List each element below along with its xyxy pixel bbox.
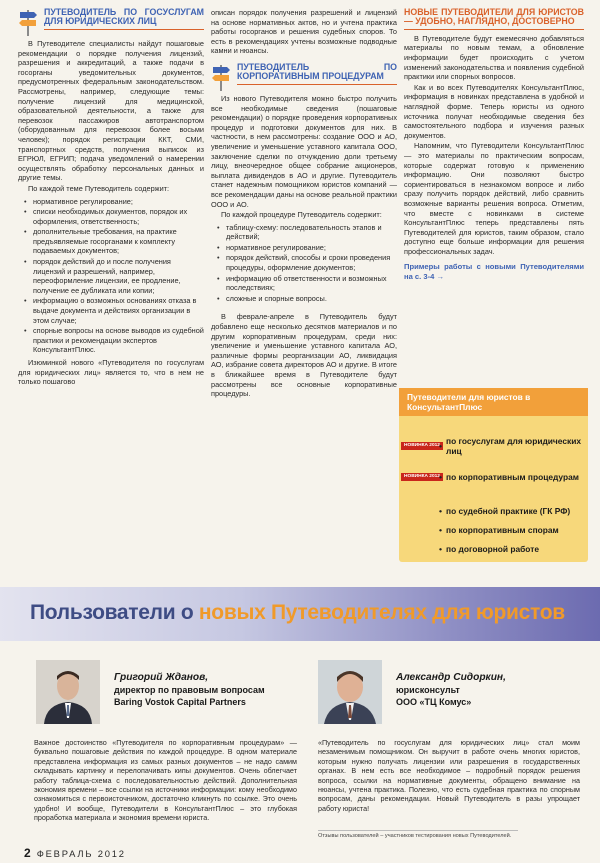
examples-link[interactable]	[404, 262, 584, 281]
guide-item	[399, 544, 588, 554]
footnote: Отзывы пользователей – участников тестирования новых Путеводителей.	[318, 830, 518, 839]
guide-item-label: по госуслугам для юридических лиц	[446, 436, 581, 456]
avatar	[36, 660, 100, 724]
guide-item	[399, 436, 588, 456]
guide-item-label: по корпоративным процедурам	[446, 472, 579, 482]
list-item: • дополнительные требования, на практике предъявляемые госорганами к комплекту подаваемых документов;	[18, 227, 204, 256]
person-company: ООО «ТЦ Комус»	[396, 697, 472, 707]
banner-title-part2: новых Путеводителях для юристов	[198, 601, 565, 624]
examples-link-text: Примеры работы с новыми Путеводителями на с. 3-4	[404, 262, 584, 282]
list-item: • списки необходимых документов, порядок их оформления, ответственность;	[18, 207, 204, 226]
bullet-icon: •	[439, 544, 443, 554]
avatar	[318, 660, 382, 724]
issue-date: ФЕВРАЛЬ 2012	[36, 848, 126, 859]
new-badge: НОВИНКА 2012	[401, 473, 443, 481]
person-role: юрисконсульт	[396, 685, 460, 695]
guide-item	[399, 472, 588, 482]
guide-item-label: по договорной работе	[446, 544, 539, 554]
guide-item-label: по корпоративным спорам	[446, 525, 559, 535]
list-item: • порядок действий, способы и сроки проведения процедуры, оформление документов;	[211, 253, 397, 272]
list-item: • информацию об ответственности и возможных последствиях;	[211, 274, 397, 293]
paragraph: По каждой процедуре Путеводитель содержит:	[221, 210, 382, 220]
signpost-icon	[211, 63, 231, 91]
guides-box	[399, 388, 588, 562]
guide-item	[399, 525, 588, 535]
paragraph: Из нового Путеводителя можно быстро получить все необходимые сведения (пошаговые рекомендации) о порядке проведения корпоративных процедур и подготовки документов для них. В частности, в нем рассмотрены: создание ООО и АО, увеличение и уменьшение уставного капитала ООО, заключение сделки по отчуждению доли третьему лицу, внеочередное общее собрание акционеров, выплата дивидендов в АО и другие. Путеводитель станет надежным помощником юристов компаний — все рекомендации даны на основе реальной практики ООО и АО.	[211, 93, 397, 209]
new-badge: НОВИНКА 2012	[401, 442, 443, 450]
list-item: • спорные вопросы на основе выводов из судебной практики и рекомендации экспертов КонсультантПлюс.	[18, 326, 204, 355]
review-quote: «Путеводитель по госуслугам для юридических лиц» стал моим незаменимым помощником. Он выручит в работе очень многих юристов, которым нужно получать лицензии или разрешения в государственных органах. В нем есть все необходимое – подробный порядок решения вопроса, ссылки на нормативные документы, обращено внимание на нюансы, учтена практика. Полезно, что есть судебная практика по спорным вопросам, даны рекомендации. Новый Путеводитель в разы упрощает работу юриста!	[318, 738, 580, 813]
person-name: Александр Сидоркин,	[396, 672, 506, 683]
paragraph: Изюминкой нового «Путеводителя по госуслугам для юридических лиц» является то, что в нем не только пошагово	[18, 358, 204, 387]
guides-box-title: Путеводители для юристов в КонсультантПлюс	[399, 388, 588, 416]
bullet-icon: •	[439, 472, 443, 482]
person-name: Григорий Жданов,	[114, 672, 209, 683]
bullet-list	[211, 223, 397, 304]
page-number: 2	[24, 846, 31, 860]
signpost-icon	[18, 8, 38, 36]
person-company: Baring Vostok Capital Partners	[114, 697, 246, 707]
page-footer	[24, 846, 126, 860]
review-quote: Важное достоинство «Путеводителя по корпоративным процедурам» — буквально пошаговые действия по каждой процедуре. В одном материале представлена информация из самых разных документов – не надо самим складывать картинку и перелопачивать кипы документов. Очень облегчает работу таблица-схема с последовательностью действий. Дополнительная экономия времени – все ссылки на источники информации: кому необходимо ознакомиться с первоисточником, достаточно кликнуть по ссылке. Это очень удобно! И вообще, Путеводители в КонсультантПлюс – это глубокая проработка материала и экономия времени юриста.	[34, 738, 297, 823]
column-corporate-procedures	[211, 8, 397, 400]
bullet-icon: •	[439, 506, 443, 516]
list-item: • сложные и спорные вопросы.	[211, 294, 397, 304]
section-title-corporate: ПУТЕВОДИТЕЛЬ ПО КОРПОРАТИВНЫМ ПРОЦЕДУРАМ	[237, 63, 397, 85]
paragraph: В феврале-апреле в Путеводитель будут добавлено еще несколько десятков материалов и по другим корпоративным процедурам, среди них: увеличение и уменьшение уставного капитала АО, различные формы реорганизации АО, ликвидация АО, избрание совета директоров АО и другие. В итоге в ближайшее время в Путеводителе будут рассмотрены все основные корпоративные процедуры.	[211, 312, 397, 399]
person-photo-icon	[318, 660, 382, 724]
column-new-guides	[404, 8, 584, 282]
list-item: • нормативное регулирование;	[211, 243, 397, 253]
list-item: • информацию о возможных основаниях отказа в выдаче документа и действиях организации в этом случае;	[18, 296, 204, 325]
section-title-gov-services: ПУТЕВОДИТЕЛЬ ПО ГОСУСЛУГАМ ДЛЯ ЮРИДИЧЕСКИХ ЛИЦ	[44, 8, 204, 30]
paragraph: В Путеводителе будут ежемесячно добавляться материалы по новым темам, а обновление информации будет происходить с учетом изменений законодательства и появления судебной практики или спорных вопросов.	[404, 33, 584, 82]
banner-title	[30, 601, 565, 625]
guide-item	[399, 506, 588, 516]
paragraph: описан порядок получения разрешений и лицензий на основе нормативных актов, но и учтена практика работы госорганов и решения судебных споров. То есть в рекомендациях учтены возможные подводные камни и нюансы.	[211, 8, 397, 56]
bullet-list	[18, 197, 204, 356]
bullet-icon: •	[439, 441, 443, 451]
paragraph: В Путеводителе специалисты найдут пошаговые рекомендации о порядке получения лицензий, разрешения и аккредитаций, а также подачи в госорганы уведомительных документов, предусмотренных федеральным законодательством. Рассмотрены, например, следующие темы: получение лицензий для медицинской, образовательной деятельности, а также для перевозок пассажиров автотранспортом (оборудованным для перевозок более восьми человек); порядок регистрации ККТ, СМИ, транспортных средств, получения выписок из ЕГРЮЛ, ЕГРИП; подача уведомлений о намерении осуществлять обработку персональных данных и другие темы.	[18, 39, 204, 183]
column-government-services	[18, 8, 204, 388]
paragraph: Как и во всех Путеводителях КонсультантПлюс, информация в новинках представлена в удобной и наглядной форме. Теперь юристы из одного источника получат необходимые сведения без самостоятельного подбора и изучения разных документов.	[404, 82, 584, 140]
guide-item-label: по судебной практике (ГК РФ)	[446, 506, 571, 516]
banner-title-part1: Пользователи о	[30, 601, 199, 624]
list-item: • порядок действий до и после получения лицензий и разрешений, например, переоформление лицензии, ее продление, получение ее дубликата или копии;	[18, 257, 204, 295]
arrow-right-icon: →	[436, 272, 445, 282]
person-photo-icon	[36, 660, 100, 724]
list-item: • таблицу-схему: последовательность этапов и действий;	[211, 223, 397, 242]
bullet-icon: •	[439, 525, 443, 535]
reviews-banner	[0, 587, 600, 641]
section-title-new-guides: НОВЫЕ ПУТЕВОДИТЕЛИ ДЛЯ ЮРИСТОВ — УДОБНО, НАГЛЯДНО, ДОСТОВЕРНО	[404, 8, 584, 30]
paragraph: Напомним, что Путеводители КонсультантПлюс — это материалы по практическим вопросам, которые содержат готовую к применению информацию. Они позволяют быстро сориентироваться в незнакомом вопросе и либо сразу получить порядок действий, либо сравнить возможные варианты решения вопроса. Отметим, что вместе с новинками в системе КонсультантПлюс теперь представлены пять Путеводителей для юристов, таким образом, стало доступно еще больше информации для решения профессиональных задач.	[404, 141, 584, 256]
list-item: • нормативное регулирование;	[18, 197, 204, 207]
paragraph: По каждой теме Путеводитель содержит:	[28, 183, 170, 193]
person-role: директор по правовым вопросам	[114, 685, 265, 695]
